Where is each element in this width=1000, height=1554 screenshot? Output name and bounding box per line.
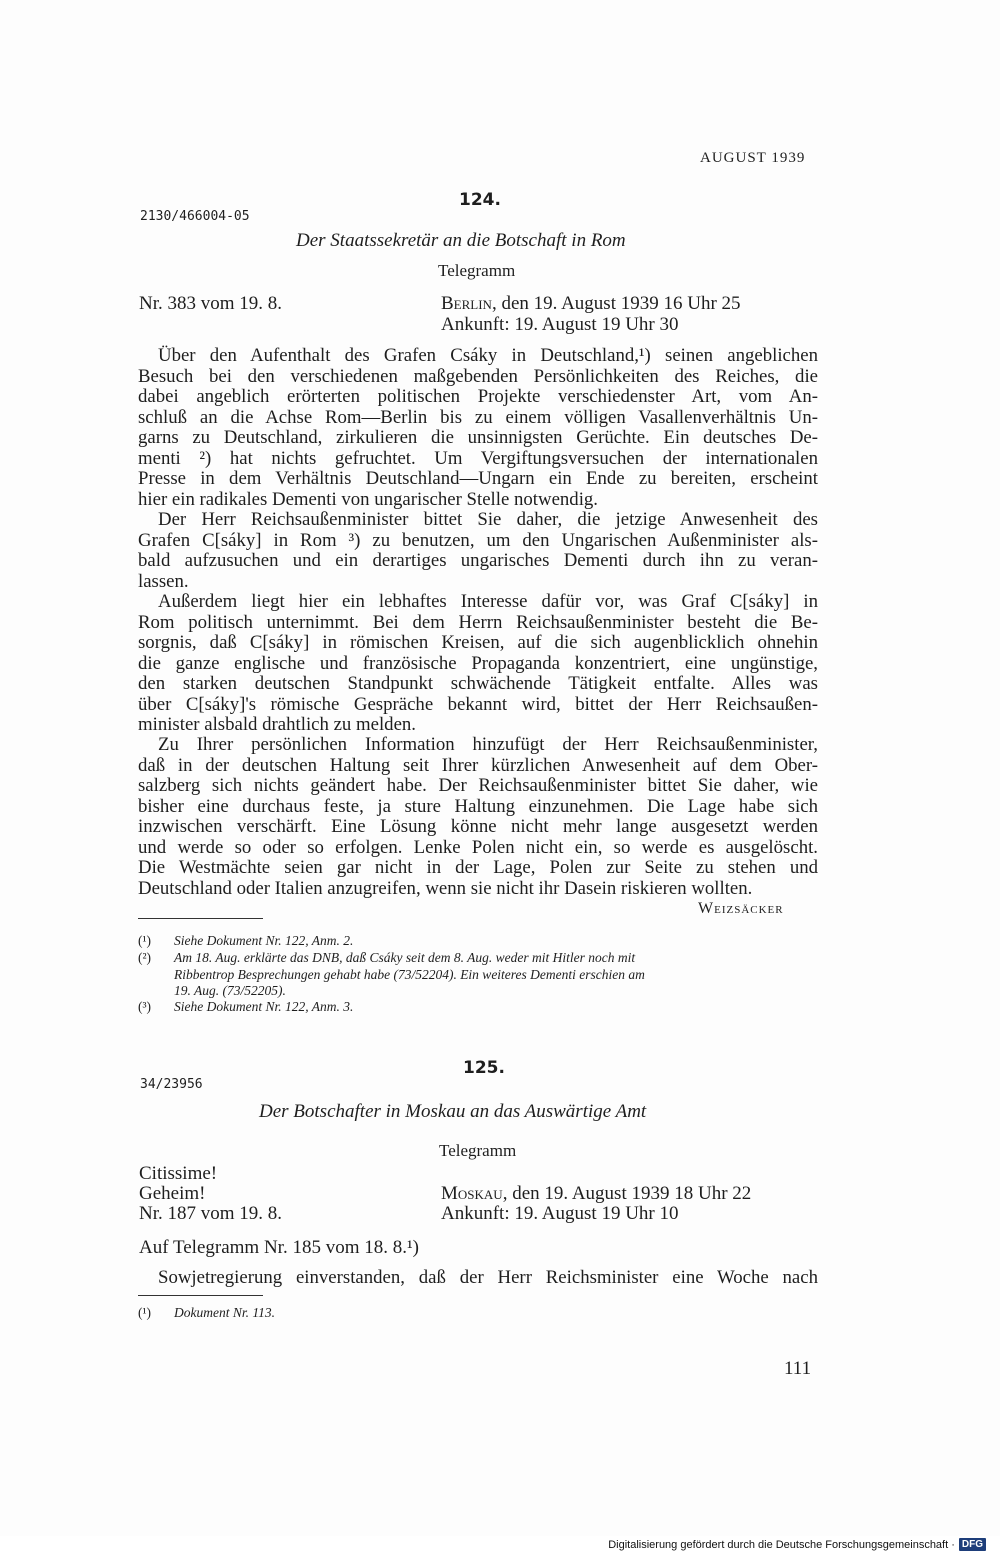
text-line: salzberg sich nichts geändert habe. Der Reichsaußenminister bittet Sie daher, wie bbox=[138, 775, 818, 796]
footnote-number: (¹) bbox=[138, 933, 152, 948]
telegram-label-125: Telegramm bbox=[439, 1141, 517, 1160]
sender-place-124: Berlin bbox=[441, 293, 492, 314]
paragraph-2 bbox=[138, 510, 818, 592]
text-line: garns zu Deutschland, zirkulieren die unsinnigsten Gerüchte. Ein deutsches De- bbox=[138, 427, 818, 448]
running-head: AUGUST 1939 bbox=[700, 150, 806, 166]
footnote-text: Ribbentrop Besprechungen gehabt habe (73/52204). Ein weiteres Dementi erschien am bbox=[174, 966, 645, 982]
sender-date-125: , den 19. August 1939 18 Uhr 22 bbox=[502, 1183, 752, 1204]
text-line: inzwischen verschärft. Eine Lösung könne nicht mehr lange ausgesetzt werden bbox=[138, 816, 818, 837]
footnote-number: (³) bbox=[138, 999, 152, 1014]
secrecy-mark: Geheim! bbox=[139, 1183, 206, 1204]
arrival-line-125: Ankunft: 19. August 19 Uhr 10 bbox=[441, 1203, 679, 1224]
page-number: 111 bbox=[784, 1358, 812, 1379]
dfg-logo: DFG bbox=[959, 1538, 986, 1551]
text-line: dabei angeblich erörterten politischen Projekte verschiedenster Art, vom An- bbox=[138, 386, 818, 407]
footnote-text: Am 18. Aug. erklärte das DNB, daß Csáky seit dem 8. Aug. weder mit Hitler noch mit bbox=[174, 950, 636, 965]
priority-mark: Citissime! bbox=[139, 1163, 218, 1184]
footnote-separator-125 bbox=[138, 1295, 263, 1296]
text-line: über C[sáky]'s römische Gespräche bekannt wird, bittet der Herr Reichsaußen- bbox=[138, 693, 818, 715]
credit-text: Digitalisierung gefördert durch die Deutsche Forschungsgemeinschaft · bbox=[608, 1538, 955, 1551]
text-line: Presse in dem Verhältnis Deutschland—Ungarn ein Ende zu bereiten, erscheint bbox=[138, 468, 818, 489]
text-line: menti ²) hat nichts gefruchtet. Um Vergiftungsversuchen der internationalen bbox=[138, 447, 818, 469]
text-line: Der Herr Reichsaußenminister bittet Sie daher, die jetzige Anwesenheit des bbox=[158, 509, 818, 530]
text-line: und werde so oder so erfolgen. Lenke Polen nicht ein, so werde es ausgelöscht. bbox=[138, 836, 818, 858]
arrival-line-124: Ankunft: 19. August 19 Uhr 30 bbox=[441, 314, 679, 335]
footnote-124-1 bbox=[138, 933, 820, 950]
paragraph-4 bbox=[138, 735, 818, 899]
document-title-124: Der Staatssekretär an die Botschaft in Rom bbox=[296, 230, 626, 251]
text-line: Zu Ihrer persönlichen Information hinzufügt der Herr Reichsaußenminister, bbox=[158, 734, 818, 755]
text-line: die ganze englische und französische Propaganda konzentriert, eine ungünstige, bbox=[138, 652, 818, 674]
text-line: Sowjetregierung einverstanden, daß der Herr Reichsminister eine Woche nach bbox=[158, 1267, 818, 1288]
footnote-125-1 bbox=[138, 1305, 820, 1322]
telegram-label-124: Telegramm bbox=[438, 261, 516, 280]
text-line: Rom politisch unternimmt. Bei dem Herrn Reichsaußenminister besteht die Be- bbox=[138, 611, 818, 633]
document-title-125: Der Botschafter in Moskau an das Auswärtige Amt bbox=[259, 1101, 647, 1122]
signature-124: Weizsäcker bbox=[698, 900, 784, 917]
text-line: hier ein radikales Dementi von ungarischer Stelle notwendig. bbox=[138, 488, 599, 510]
footnote-text: 19. Aug. (73/52205). bbox=[174, 983, 286, 998]
footnote-text: Dokument Nr. 113. bbox=[174, 1305, 275, 1320]
paragraph-3 bbox=[138, 592, 818, 736]
sender-place-125: Moskau bbox=[441, 1183, 503, 1204]
text-line: Über den Aufenthalt des Grafen Csáky in Deutschland,¹) seinen angeblichen bbox=[158, 345, 818, 366]
sender-line-124 bbox=[441, 293, 741, 315]
footnote-text: Siehe Dokument Nr. 122, Anm. 3. bbox=[174, 999, 354, 1014]
document-number-125: 125. bbox=[463, 1058, 505, 1078]
file-reference-124: 2130/466004-05 bbox=[140, 209, 250, 224]
sender-date-124: , den 19. August 1939 16 Uhr 25 bbox=[491, 293, 741, 314]
telegram-nr-125: Nr. 187 vom 19. 8. bbox=[139, 1203, 283, 1224]
text-line: Grafen C[sáky] in Rom ³) zu benutzen, um den Ungarischen Außenminister als- bbox=[138, 529, 818, 551]
footnote-124-2 bbox=[138, 950, 820, 1000]
text-line: Deutschland oder Italien anzugreifen, wenn sie nicht ihr Dasein riskieren wollten. bbox=[138, 877, 753, 899]
footnote-text: Siehe Dokument Nr. 122, Anm. 2. bbox=[174, 933, 354, 948]
telegram-nr-124: Nr. 383 vom 19. 8. bbox=[139, 293, 283, 314]
text-line: lassen. bbox=[138, 570, 189, 592]
file-reference-125: 34/23956 bbox=[140, 1077, 203, 1092]
footnote-separator-124 bbox=[138, 918, 263, 919]
text-line: den starken deutschen Standpunkt schwächende Tätigkeit entfalte. Alles was bbox=[138, 673, 818, 694]
paragraph-1 bbox=[138, 346, 818, 510]
footnote-number: (¹) bbox=[138, 1305, 152, 1320]
footnote-124-3 bbox=[138, 999, 820, 1016]
text-line: bald aufzusuchen und ein derartiges ungarisches Dementi durch ihn zu veran- bbox=[138, 550, 818, 571]
footnote-number: (²) bbox=[138, 950, 152, 965]
text-line: schluß an die Achse Rom—Berlin bis zu einem völligen Vasallenverhältnis Un- bbox=[138, 406, 818, 428]
paragraph-125-1 bbox=[138, 1268, 818, 1289]
text-line: Besuch bei den verschiedenen maßgebenden Persönlichkeiten des Reiches, die bbox=[138, 365, 818, 387]
digitization-credit bbox=[608, 1538, 986, 1551]
document-number-124: 124. bbox=[459, 190, 501, 210]
sender-line-125 bbox=[441, 1183, 751, 1205]
text-line: sorgnis, daß C[sáky] in römischen Kreisen, auf die sich augenblicklich ohnehin bbox=[138, 632, 818, 653]
text-line: Außerdem liegt hier ein lebhaftes Interesse dafür vor, was Graf C[sáky] in bbox=[158, 591, 818, 612]
telegram-reference: Auf Telegramm Nr. 185 vom 18. 8.¹) bbox=[139, 1237, 419, 1258]
text-line: bisher eine durchaus feste, ja sture Haltung einzunehmen. Die Lage habe sich bbox=[138, 795, 818, 817]
text-line: minister alsbald drahtlich zu melden. bbox=[138, 714, 416, 735]
text-line: Die Westmächte seien gar nicht in der Lage, Polen zur Seite zu stehen und bbox=[138, 857, 818, 878]
text-line: daß in der deutschen Haltung seit Ihrer kürzlichen Anwesenheit auf dem Ober- bbox=[138, 754, 818, 776]
